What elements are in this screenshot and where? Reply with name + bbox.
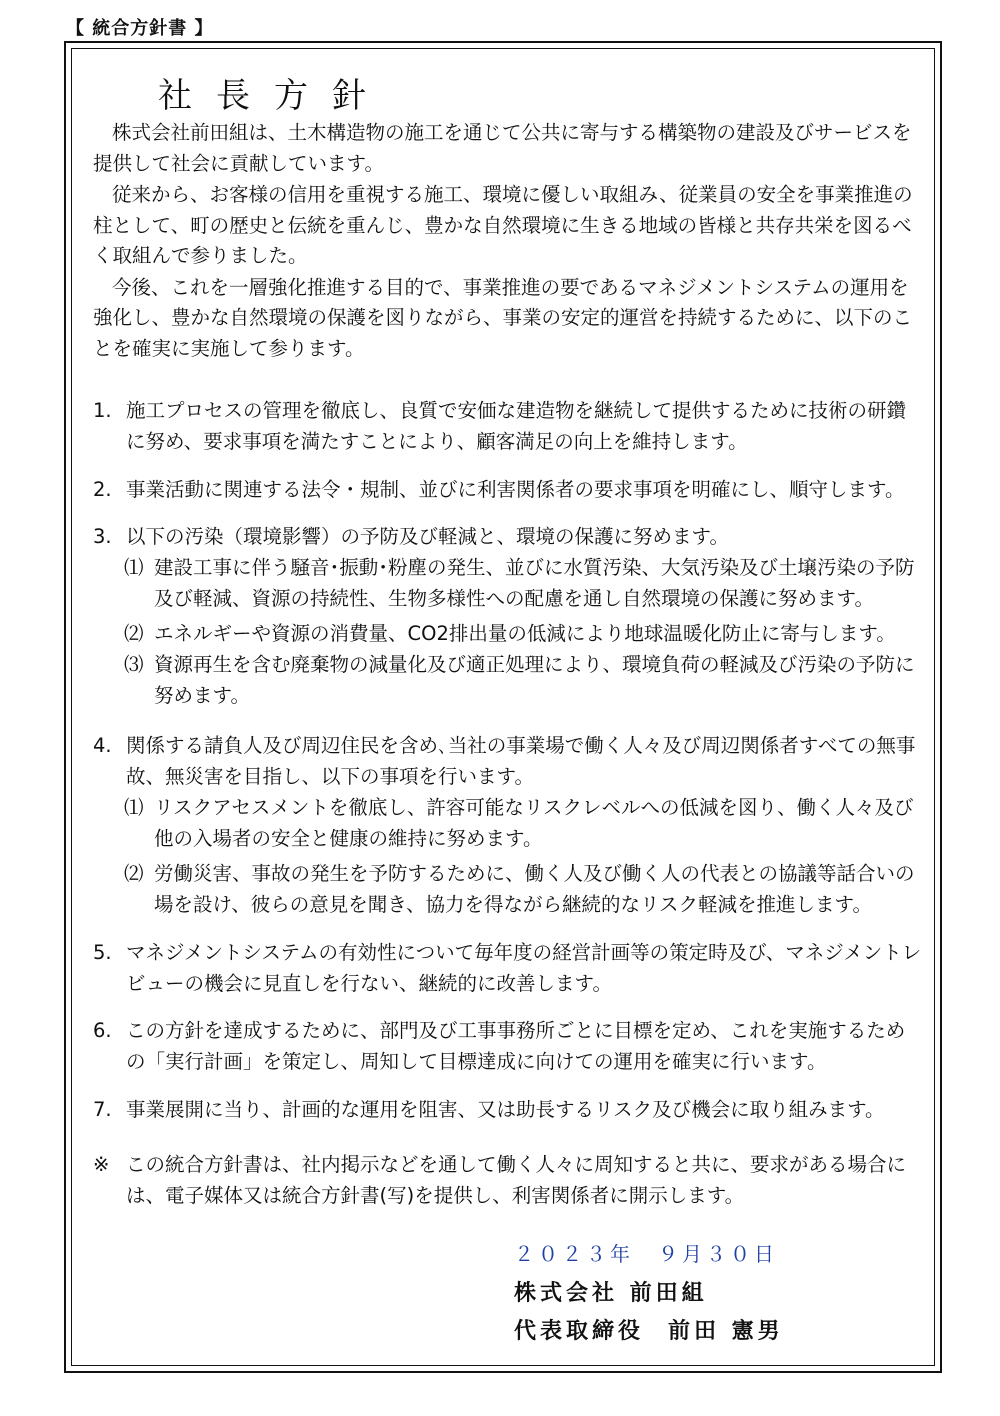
item-number: 7. — [93, 1098, 112, 1121]
item-number: 5. — [93, 941, 112, 964]
note-mark: ※ — [93, 1153, 110, 1176]
item-text: マネジメントシステムの有効性について毎年度の経営計画等の策定時及び、マネジメントレビューの機会に見直しを行ない、継続的に改善します。 — [126, 941, 922, 995]
policy-item-4-sub-2 — [124, 859, 924, 920]
page-title: 社長方針 — [158, 76, 390, 116]
item-number: 4. — [93, 734, 112, 757]
policy-item-5 — [93, 938, 923, 999]
sub-number: ⑵ — [124, 622, 144, 645]
distribution-note — [93, 1150, 923, 1211]
policy-item-7 — [93, 1095, 923, 1126]
policy-item-2 — [93, 475, 923, 506]
representative-title: 代表取締役 — [514, 1318, 645, 1344]
item-text: 関係する請負人及び周辺住民を含め､当社の事業場で働く人々及び周辺関係者すべての無事故、無災害を目指し、以下の事項を行います。 — [126, 734, 916, 788]
policy-item-4 — [93, 731, 923, 792]
sub-text: エネルギーや資源の消費量、CO2排出量の低減により地球温暖化防止に寄与します。 — [154, 622, 896, 645]
intro-paragraph-2: 従来から、お客様の信用を重視する施工、環境に優しい取組み、従業員の安全を事業推進の柱として、町の歴史と伝統を重んじ、豊かな自然環境に生きる地域の皆様と共存共栄を図るべく取組んで参りました。 — [93, 183, 913, 267]
item-text: 事業活動に関連する法令・規制、並びに利害関係者の要求事項を明確にし、順守します。 — [126, 478, 905, 501]
sub-number: ⑴ — [124, 796, 144, 819]
item-text: 事業展開に当り、計画的な運用を阻害、又は助長するリスク及び機会に取り組みます。 — [126, 1098, 885, 1121]
intro-section — [93, 118, 923, 364]
representative-signature — [514, 1314, 784, 1345]
sub-text: 建設工事に伴う騒音･振動･粉塵の発生、並びに水質汚染、大気汚染及び土壌汚染の予防及び軽減、資源の持続性、生物多様性への配慮を通し自然環境の保護に努めます。 — [154, 556, 915, 610]
policy-item-3 — [93, 522, 923, 553]
intro-paragraph-3: 今後、これを一層強化推進する目的で、事業推進の要であるマネジメントシステムの運用を強化し、豊かな自然環境の保護を図りながら、事業の安定的運営を持続するために、以下のことを確実に実施して参ります。 — [93, 275, 913, 360]
policy-item-3-sub-1 — [124, 553, 924, 614]
item-number: 1. — [93, 399, 112, 422]
policy-item-3-sub-3 — [124, 650, 924, 711]
sub-number: ⑶ — [124, 653, 144, 676]
policy-item-3-sub-2 — [124, 619, 924, 650]
note-text: この統合方針書は、社内掲示などを通して働く人々に周知すると共に、要求がある場合には、電子媒体又は統合方針書(写)を提供し、利害関係者に開示します。 — [126, 1153, 907, 1207]
policy-item-6 — [93, 1016, 923, 1077]
sub-text: 労働災害、事故の発生を予防するために、働く人及び働く人の代表との協議等話合いの場を設け、彼らの意見を聞き、協力を得ながら継続的なリスク軽減を推進します。 — [154, 862, 915, 916]
sub-text: リスクアセスメントを徹底し、許容可能なリスクレベルへの低減を図り、働く人々及び他の入場者の安全と健康の維持に努めます。 — [154, 796, 914, 850]
issue-date: ２０２３年 ９月３０日 — [514, 1242, 778, 1266]
item-text: 施工プロセスの管理を徹底し、良質で安価な建造物を継続して提供するために技術の研鑽に努め、要求事項を満たすことにより、顧客満足の向上を維持します。 — [126, 399, 907, 453]
policy-item-1 — [93, 396, 923, 457]
intro-paragraph-1: 株式会社前田組は、土木構造物の施工を通じて公共に寄与する構築物の建設及びサービスを提供して社会に貢献しています。 — [93, 121, 912, 175]
company-name: 株式会社 前田組 — [514, 1280, 708, 1306]
sub-number: ⑵ — [124, 862, 144, 885]
item-number: 3. — [93, 525, 112, 548]
representative-name: 前田 憲男 — [668, 1318, 784, 1344]
item-number: 2. — [93, 478, 112, 501]
item-text: 以下の汚染（環境影響）の予防及び軽減と、環境の保護に努めます。 — [126, 525, 729, 548]
sub-number: ⑴ — [124, 556, 144, 579]
policy-item-4-sub-1 — [124, 793, 924, 854]
sub-text: 資源再生を含む廃棄物の減量化及び適正処理により、環境負荷の軽減及び汚染の予防に努めます。 — [154, 653, 915, 707]
item-text: この方針を達成するために、部門及び工事事務所ごとに目標を定め、これを実施するための「実行計画」を策定し、周知して目標達成に向けての運用を確実に行います。 — [126, 1019, 906, 1073]
document-tag: 【 統合方針書 】 — [66, 18, 214, 39]
item-number: 6. — [93, 1019, 112, 1042]
